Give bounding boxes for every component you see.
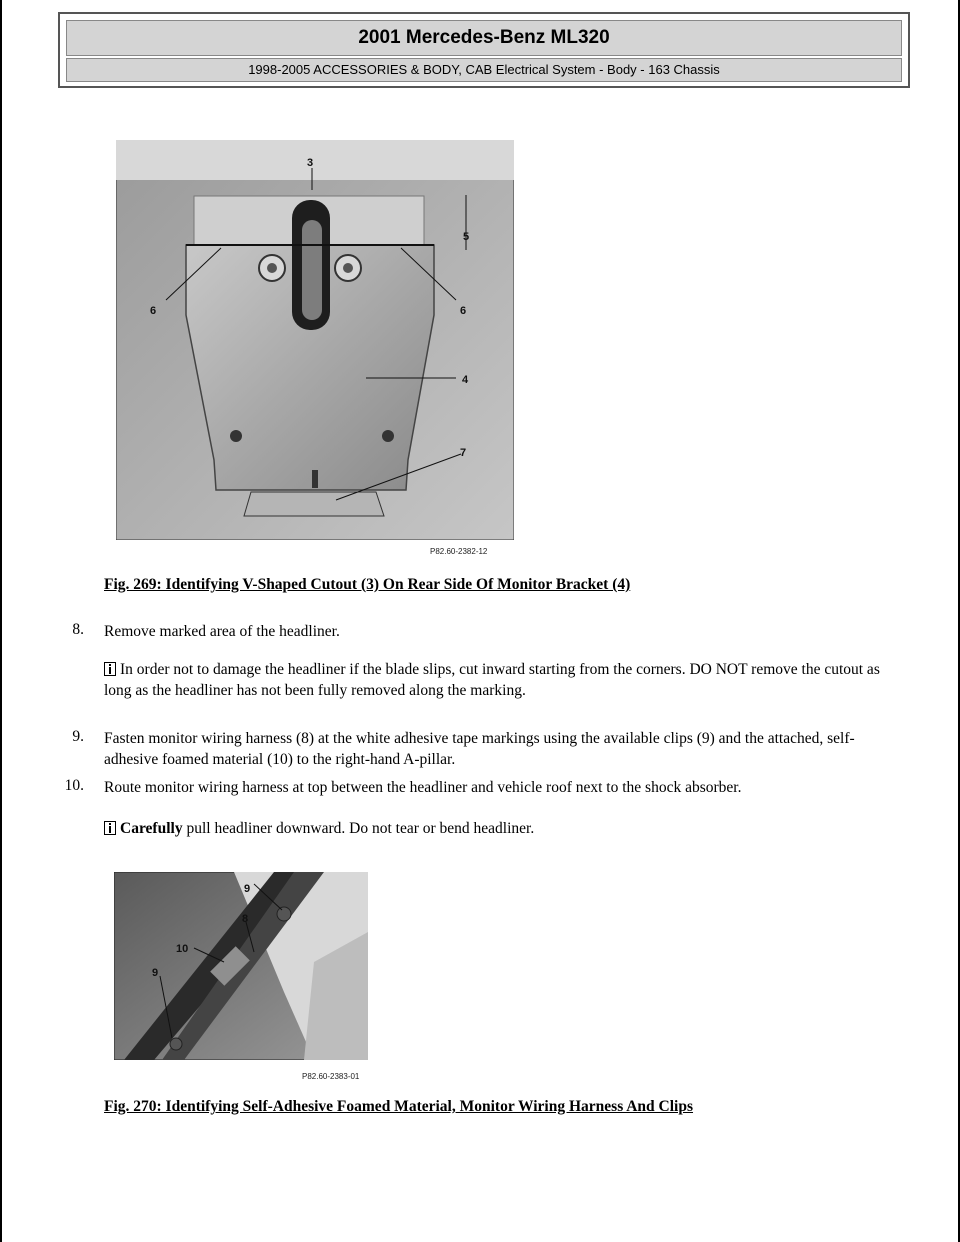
step-10-number: 10. [64,777,84,794]
callout-8: 8 [242,913,249,925]
step-8-number: 8. [72,621,84,638]
figure-270-caption: Fig. 270: Identifying Self-Adhesive Foamed Material, Monitor Wiring Harness And Clips [104,1098,694,1115]
step-9-text: Fasten monitor wiring harness (8) at the white adhesive tape markings using the available clips (9) and the attached, self-adhesive foamed material (10) to the right-hand A-pillar. [104,730,855,768]
callout-9-top: 9 [244,883,251,895]
callout-9-bottom: 9 [152,967,159,979]
step-10-text: Route monitor wiring harness at top between the headliner and vehicle roof next to the shock absorber. [104,779,742,796]
note-2-bold: Carefully [120,820,183,837]
vehicle-title: 2001 Mercedes-Benz ML320 [66,20,902,56]
note-1 [104,659,904,701]
callout-7: 7 [460,447,467,459]
callout-3: 3 [307,157,314,169]
section-subtitle: 1998-2005 ACCESSORIES & BODY, CAB Electrical System - Body - 163 Chassis [66,58,902,82]
step-8-text: Remove marked area of the headliner. [104,623,340,640]
figure-269-caption: Fig. 269: Identifying V-Shaped Cutout (3) On Rear Side Of Monitor Bracket (4) [104,576,631,593]
note-2-text: pull headliner downward. Do not tear or bend headliner. [182,820,535,837]
callout-6-right: 6 [460,305,467,317]
note-info-icon [104,662,116,676]
callout-10: 10 [176,943,189,955]
figure-270-image [114,872,368,1060]
figure-269-image [116,140,514,540]
callout-4: 4 [462,374,469,386]
callout-5: 5 [463,231,470,243]
step-9-number: 9. [72,728,84,745]
note-info-icon [104,821,116,835]
page-header [58,12,910,88]
page-left-border [0,0,2,1242]
note-2 [104,818,904,839]
note-1-text: In order not to damage the headliner if the blade slips, cut inward starting from the corners. DO NOT remove the cutout as long as the headliner has not been fully removed along the marking. [104,661,880,699]
figure-270-code: P82.60-2383-01 [302,1072,360,1081]
figure-269-code: P82.60-2382-12 [430,547,488,556]
callout-6-left: 6 [150,305,157,317]
